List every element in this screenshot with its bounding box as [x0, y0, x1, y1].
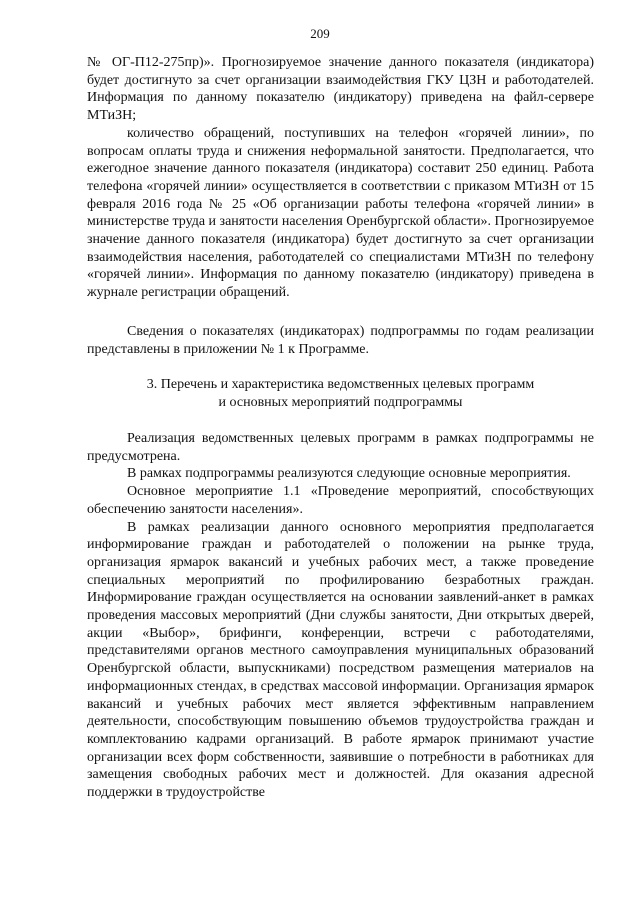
section-heading-line: и основных мероприятий подпрограммы [218, 394, 463, 410]
page-number: 209 [310, 26, 330, 41]
paragraph: В рамках подпрограммы реализуются следующие основные мероприятия. [127, 466, 571, 482]
text-block-indicators [87, 54, 594, 302]
paragraph: В рамках реализации данного основного мероприятия предполагается информирование граждан и работодателей о положении на рынке труда, организация ярмарок вакансий и учебных рабочих мест, а также проведение специальных мероприятий по профилированию безработных граждан. Информирование граждан осуществляется на основании заявлений-анкет в рамках проведения массовых мероприятий (Дни службы занятости, Дни открытых дверей, акции «Выбор», брифинги, конференции, встречи с работодателями, представителями органов местного самоуправления муниципальных образований Оренбургской области, выпускниками) посредством размещения материалов на информационных стендах, в средствах массовой информации. Организация ярмарок вакансий и учебных рабочих мест является эффективным направлением деятельности, способствующим повышению объемов трудоустройства граждан и комплектованию кадрами организаций. В работе ярмарок принимают участие организации всех форм собственности, заявившие о потребности в работниках для замещения свободных рабочих мест и должностей. Для оказания адресной поддержки в трудоустройстве [87, 519, 594, 801]
paragraph: Реализация ведомственных целевых программ в рамках подпрограммы не предусмотрена. [87, 431, 594, 464]
paragraph: Основное мероприятие 1.1 «Проведение мероприятий, способствующих обеспечению занятости населения». [87, 484, 594, 517]
paragraph: количество обращений, поступивших на телефон «горячей линии», по вопросам оплаты труда и снижения неформальной занятости. Предполагается, что ежегодное значение данного показателя (индикатора) составит 250 единиц. Работа телефона «горячей линии» осуществляется в соответствии с приказом МТиЗН от 15 февраля 2016 года № 25 «Об организации работы телефона «горячей линии» в министерстве труда и занятости населения Оренбургской области». Прогнозируемое значение данного показателя (индикатора) будет достигнуто за счет организации взаимодействия населения, работодателей со специалистами МТиЗН по телефону «горячей линии». Информация по данному показателю (индикатору) приведена в журнале регистрации обращений. [87, 125, 594, 301]
text-block-activities [87, 430, 594, 802]
section-heading [87, 376, 594, 411]
paragraph: Сведения о показателях (индикаторах) подпрограммы по годам реализации представлены в приложении № 1 к Программе. [87, 324, 594, 357]
paragraph: № ОГ-П12-275пр)». Прогнозируемое значение данного показателя (индикатора) будет достигнуто за счет организации взаимодействия ГКУ ЦЗН и работодателей. Информация по данному показателю (индикатору) приведена на файл-сервере МТиЗН; [87, 55, 594, 124]
text-block-summary [87, 323, 594, 358]
section-heading-line: 3. Перечень и характеристика ведомственных целевых программ [146, 377, 535, 392]
